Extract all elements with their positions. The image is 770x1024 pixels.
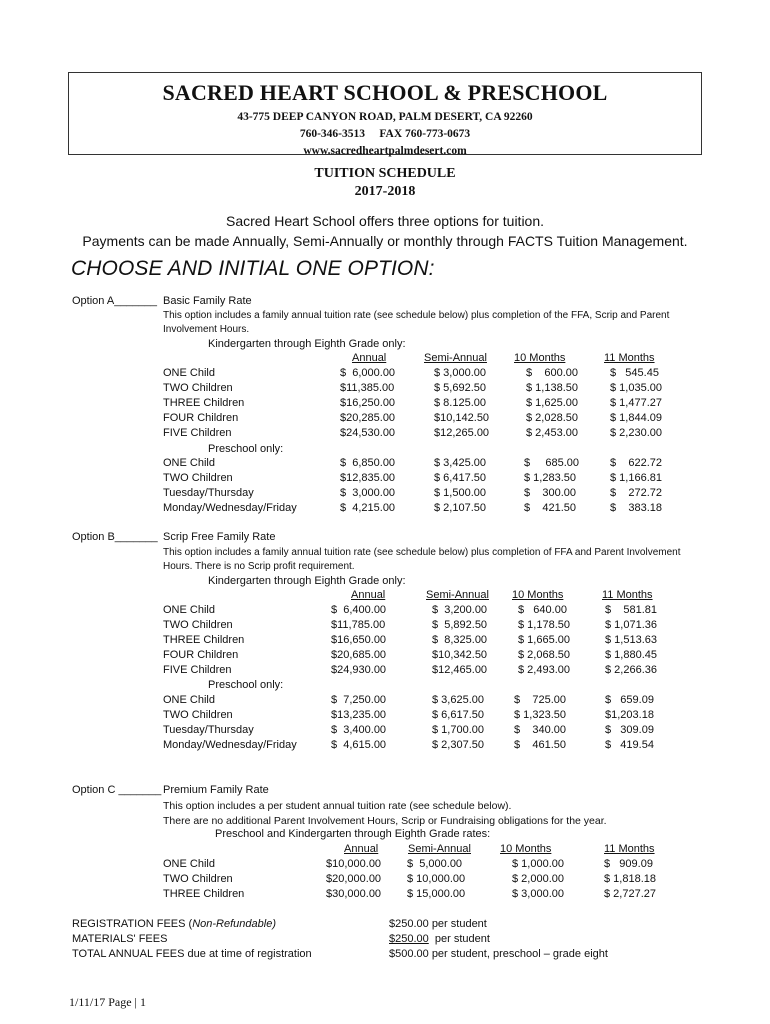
table-cell: $ 10,000.00 <box>407 873 466 885</box>
table-cell: $ 640.00 <box>518 604 567 616</box>
table-cell: $ 622.72 <box>610 457 662 469</box>
table-cell: $ 1,700.00 <box>432 724 484 736</box>
table-cell: $ 725.00 <box>514 694 566 706</box>
row-label: Tuesday/Thursday <box>163 487 254 499</box>
table-cell: $ 1,477.27 <box>610 397 662 409</box>
table-cell: $ 2,068.50 <box>518 649 570 661</box>
table-cell: $ 6,000.00 <box>340 367 396 379</box>
col-10-months: 10 Months <box>514 352 566 364</box>
school-name: SACRED HEART SCHOOL & PRESCHOOL <box>162 80 608 105</box>
row-label: ONE Child <box>163 858 215 870</box>
row-label: Monday/Wednesday/Friday <box>163 739 297 751</box>
table-cell: $ 1,323.50 <box>514 709 566 721</box>
table-cell: $ 309.09 <box>605 724 654 736</box>
schedule-title: TUITION SCHEDULE <box>314 166 456 181</box>
table-cell: $ 6,850.00 <box>340 457 396 469</box>
table-cell: $ 340.00 <box>514 724 566 736</box>
table-cell: $ 3,000.00 <box>512 888 564 900</box>
table-cell: $ 1,844.09 <box>610 412 662 424</box>
row-label: FOUR Children <box>163 649 239 661</box>
option-c-description-2: There are no additional Parent Involvement Hours, Scrip or Fundraising obligations for the year. <box>163 815 607 827</box>
row-label: Tuesday/Thursday <box>163 724 254 736</box>
table-cell: $1,203.18 <box>605 709 654 721</box>
table-cell: $20,000.00 <box>326 873 382 885</box>
col-11-months: 11 Months <box>604 352 655 364</box>
table-cell: $ 1,625.00 <box>526 397 578 409</box>
table-cell: $ 1,880.45 <box>605 649 657 661</box>
table-row <box>0 724 770 739</box>
table-cell: $ 1,665.00 <box>518 634 570 646</box>
table-cell: $ 300.00 <box>524 487 576 499</box>
table-cell: $13,235.00 <box>331 709 387 721</box>
option-b-label: Option B_______ <box>72 531 158 543</box>
table-cell: $ 1,500.00 <box>434 487 486 499</box>
col-annual: Annual <box>351 589 386 601</box>
table-cell: $ 2,107.50 <box>434 502 486 514</box>
row-label: ONE Child <box>163 457 215 469</box>
table-cell: $ 5,892.50 <box>432 619 488 631</box>
option-a-label: Option A_______ <box>72 295 158 307</box>
col-semi-annual: Semi-Annual <box>408 843 471 855</box>
table-cell: $ 8,325.00 <box>432 634 488 646</box>
row-label: ONE Child <box>163 367 215 379</box>
option-c-description-1: This option includes a per student annual tuition rate (see schedule below). <box>163 800 512 812</box>
school-address: 43-775 DEEP CANYON ROAD, PALM DESERT, CA 92260 <box>237 111 533 123</box>
row-label: Monday/Wednesday/Friday <box>163 502 297 514</box>
table-row <box>0 888 770 903</box>
col-semi-annual: Semi-Annual <box>426 589 489 601</box>
school-website: www.sacredheartpalmdesert.com <box>303 145 467 157</box>
col-10-months: 10 Months <box>500 843 552 855</box>
table-row <box>0 858 770 873</box>
table-row <box>0 649 770 664</box>
choose-heading: CHOOSE AND INITIAL ONE OPTION: <box>71 257 435 280</box>
table-cell: $24,930.00 <box>331 664 387 676</box>
registration-fees-label <box>72 918 276 930</box>
table-cell: $ 1,071.36 <box>605 619 657 631</box>
row-label: ONE Child <box>163 604 215 616</box>
table-cell: $ 600.00 <box>526 367 578 379</box>
table-cell: $ 4,215.00 <box>340 502 396 514</box>
table-row <box>0 397 770 412</box>
option-a-preschool-subhead: Preschool only: <box>208 443 284 455</box>
non-refundable-note: Non-Refundable) <box>192 918 276 930</box>
table-cell: $ 909.09 <box>604 858 653 870</box>
table-cell: $ 685.00 <box>524 457 580 469</box>
total-annual-fees-value: $500.00 per student, preschool – grade eight <box>389 948 608 960</box>
table-cell: $10,000.00 <box>326 858 382 870</box>
option-c-title: Premium Family Rate <box>163 784 269 796</box>
table-cell: $ 1,000.00 <box>512 858 564 870</box>
row-label: THREE Children <box>163 888 245 900</box>
table-cell: $ 6,617.50 <box>432 709 484 721</box>
table-row <box>0 604 770 619</box>
table-cell: $ 1,513.63 <box>605 634 657 646</box>
option-b-title: Scrip Free Family Rate <box>163 531 276 543</box>
row-label: TWO Children <box>163 709 233 721</box>
option-c-column-headers <box>0 843 770 858</box>
table-row <box>0 367 770 382</box>
total-annual-fees-label: TOTAL ANNUAL FEES due at time of registration <box>72 948 312 960</box>
table-cell: $30,000.00 <box>326 888 382 900</box>
table-cell: $ 421.50 <box>524 502 576 514</box>
table-cell: $16,650.00 <box>331 634 387 646</box>
row-label: FIVE Children <box>163 664 232 676</box>
materials-fees-amount: $250.00 <box>389 933 429 945</box>
col-annual: Annual <box>352 352 387 364</box>
table-cell: $ 419.54 <box>605 739 654 751</box>
col-11-months: 11 Months <box>604 843 655 855</box>
table-row <box>0 619 770 634</box>
table-cell: $ 3,400.00 <box>331 724 387 736</box>
materials-fees-label: MATERIALS' FEES <box>72 933 168 945</box>
row-label: TWO Children <box>163 873 233 885</box>
table-row <box>0 664 770 679</box>
row-label: TWO Children <box>163 619 233 631</box>
table-cell: $ 272.72 <box>610 487 662 499</box>
table-cell: $ 659.09 <box>605 694 654 706</box>
table-cell: $ 6,417.50 <box>434 472 486 484</box>
col-11-months: 11 Months <box>602 589 653 601</box>
table-row <box>0 634 770 649</box>
letterhead-box <box>68 72 702 155</box>
table-cell: $ 4,615.00 <box>331 739 387 751</box>
table-cell: $ 2,266.36 <box>605 664 657 676</box>
col-10-months: 10 Months <box>512 589 564 601</box>
table-cell: $20,285.00 <box>340 412 396 424</box>
option-b-column-headers <box>0 589 770 604</box>
table-cell: $ 2,230.00 <box>610 427 662 439</box>
table-cell: $ 8.125.00 <box>434 397 486 409</box>
table-cell: $ 1,166.81 <box>610 472 662 484</box>
table-row <box>0 694 770 709</box>
table-cell: $ 3,000.00 <box>340 487 396 499</box>
table-cell: $ 3,625.00 <box>432 694 484 706</box>
materials-fees-value <box>389 933 490 945</box>
table-cell: $ 3,200.00 <box>432 604 488 616</box>
table-row <box>0 873 770 888</box>
table-cell: $12,465.00 <box>432 664 488 676</box>
table-cell: $20,685.00 <box>331 649 387 661</box>
option-a-title: Basic Family Rate <box>163 295 252 307</box>
school-phone-fax: 760-346-3513 FAX 760-773-0673 <box>299 128 471 140</box>
table-row <box>0 457 770 472</box>
table-cell: $ 2,727.27 <box>604 888 656 900</box>
row-label: THREE Children <box>163 397 245 409</box>
option-c-subhead: Preschool and Kindergarten through Eighth Grade rates: <box>215 828 491 840</box>
row-label: ONE Child <box>163 694 215 706</box>
option-a-description: This option includes a family annual tuition rate (see schedule below) plus completion of the FFA, Scrip and Parent Involvement Hours. <box>163 310 670 335</box>
table-cell: $ 581.81 <box>605 604 657 616</box>
table-cell: $ 461.50 <box>514 739 566 751</box>
table-cell: $ 2,307.50 <box>432 739 484 751</box>
table-cell: $16,250.00 <box>340 397 396 409</box>
table-cell: $24,530.00 <box>340 427 396 439</box>
row-label: THREE Children <box>163 634 245 646</box>
table-cell: $12,835.00 <box>340 472 396 484</box>
option-a-column-headers <box>0 352 770 367</box>
table-cell: $12,265.00 <box>434 427 490 439</box>
table-row <box>0 502 770 517</box>
table-cell: $ 1,138.50 <box>526 382 578 394</box>
registration-fees-label-text: REGISTRATION FEES ( <box>72 918 193 930</box>
schedule-year: 2017-2018 <box>354 184 416 199</box>
table-row <box>0 427 770 442</box>
row-label: TWO Children <box>163 472 233 484</box>
table-row <box>0 487 770 502</box>
table-cell: $ 2,028.50 <box>526 412 578 424</box>
table-cell: $ 3,000.00 <box>434 367 486 379</box>
col-annual: Annual <box>344 843 379 855</box>
option-a-k8-subhead: Kindergarten through Eighth Grade only: <box>208 338 406 350</box>
table-row <box>0 739 770 754</box>
option-c-label: Option C _______ <box>72 784 162 796</box>
option-b-k8-subhead: Kindergarten through Eighth Grade only: <box>208 575 406 587</box>
table-cell: $ 5,000.00 <box>407 858 463 870</box>
table-cell: $ 545.45 <box>610 367 659 379</box>
table-cell: $ 2,453.00 <box>526 427 578 439</box>
table-row <box>0 472 770 487</box>
table-cell: $ 2,000.00 <box>512 873 564 885</box>
intro-line-2: Payments can be made Annually, Semi-Annually or monthly through FACTS Tuition Management. <box>82 233 688 249</box>
col-semi-annual: Semi-Annual <box>424 352 487 364</box>
materials-fees-unit: per student <box>428 933 490 945</box>
table-row <box>0 709 770 724</box>
table-cell: $ 1,178.50 <box>518 619 570 631</box>
row-label: FOUR Children <box>163 412 239 424</box>
table-cell: $ 5,692.50 <box>434 382 486 394</box>
registration-fees-value: $250.00 per student <box>389 918 487 930</box>
table-cell: $ 1,818.18 <box>604 873 656 885</box>
table-cell: $ 6,400.00 <box>331 604 387 616</box>
option-b-description: This option includes a family annual tuition rate (see schedule below) plus completion of FFA and Parent Involvement Hours. There is no Scrip profit requirement. <box>163 547 681 572</box>
table-cell: $10,142.50 <box>434 412 490 424</box>
table-cell: $ 383.18 <box>610 502 662 514</box>
table-cell: $11,385.00 <box>340 382 395 394</box>
table-cell: $11,785.00 <box>331 619 386 631</box>
row-label: FIVE Children <box>163 427 232 439</box>
table-row <box>0 412 770 427</box>
table-cell: $10,342.50 <box>432 649 488 661</box>
intro-line-1: Sacred Heart School offers three options for tuition. <box>225 213 545 229</box>
table-cell: $ 3,425.00 <box>434 457 486 469</box>
table-cell: $ 1,035.00 <box>610 382 662 394</box>
table-cell: $ 15,000.00 <box>407 888 466 900</box>
page-footer: 1/11/17 Page | 1 <box>69 995 146 1009</box>
row-label: TWO Children <box>163 382 233 394</box>
table-row <box>0 382 770 397</box>
table-cell: $ 2,493.00 <box>518 664 570 676</box>
table-cell: $ 7,250.00 <box>331 694 387 706</box>
option-b-preschool-subhead: Preschool only: <box>208 679 284 691</box>
table-cell: $ 1,283.50 <box>524 472 576 484</box>
